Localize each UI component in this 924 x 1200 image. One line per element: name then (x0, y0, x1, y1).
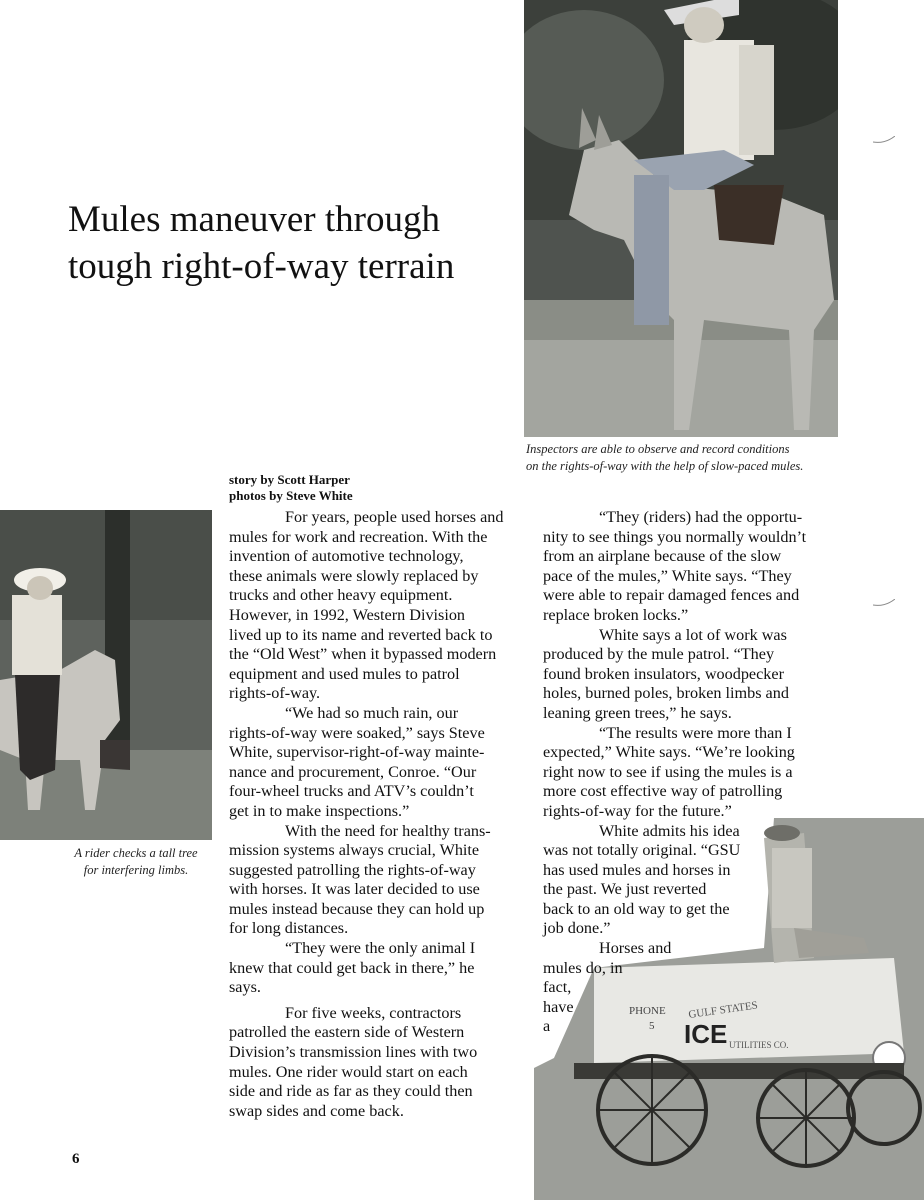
body-line: nity to see things you normally wouldn’t (543, 527, 807, 546)
body-column-left (229, 508, 524, 1121)
ice-sign-text: ICE (684, 1019, 728, 1049)
body-line: leaning green trees,” he says. (543, 703, 732, 722)
body-line: lived up to its name and reverted back to (229, 625, 493, 644)
body-line: side and ride as far as they could then (229, 1082, 473, 1101)
caption-line: on the rights-of-way with the help of slow-paced mules. (526, 459, 804, 473)
body-line: holes, burned poles, broken limbs and (543, 684, 789, 703)
body-line: these animals were slowly replaced by (229, 566, 479, 585)
article-title (68, 196, 518, 290)
page-number: 6 (72, 1151, 80, 1167)
body-line: replace broken locks.” (543, 605, 689, 624)
body-line: more cost effective way of patrolling (543, 782, 783, 801)
body-line: pace of the mules,” White says. “They (543, 566, 792, 585)
caption-line: for interfering limbs. (83, 863, 189, 877)
caption-line: Inspectors are able to observe and record conditions (526, 442, 790, 456)
body-line: has used mules and horses in (543, 860, 731, 879)
body-line: “The results were more than I (599, 723, 792, 742)
body-line: patrolled the eastern side of Western (229, 1023, 465, 1042)
body-line: the “Old West” when it bypassed modern (229, 645, 497, 664)
body-line: job done.” (543, 919, 611, 938)
body-line: rights-of-way. (229, 684, 321, 703)
body-line: mules do, in (543, 958, 623, 977)
body-line: For years, people used horses and (285, 508, 504, 526)
caption-line: A rider checks a tall tree (74, 846, 198, 860)
body-line: with horses. It was later decided to use (229, 880, 480, 899)
body-line: for long distances. (229, 919, 349, 938)
body-line: equipment and used mules to patrol (229, 664, 460, 683)
body-line: back to an old way to get the (543, 899, 730, 918)
body-line: from an airplane because of the slow (543, 547, 782, 566)
body-line: have (543, 997, 574, 1016)
byline (229, 472, 353, 504)
body-line: However, in 1992, Western Division (229, 605, 466, 624)
phone-sign-text: PHONE (629, 1005, 666, 1017)
story-credit: story by Scott Harper (229, 472, 350, 487)
body-line: nance and procurement, Conroe. “Our (229, 762, 477, 781)
body-line: mules. One rider would start on each (229, 1062, 468, 1081)
phone-number-text: 5 (649, 1020, 655, 1032)
body-line: swap sides and come back. (229, 1101, 404, 1120)
body-column-right (543, 508, 828, 1037)
body-line: “They were the only animal I (285, 939, 476, 958)
body-line: was not totally original. “GSU (543, 841, 741, 860)
body-line: four-wheel trucks and ATV’s couldn’t (229, 782, 474, 801)
body-line: mules for work and recreation. With the (229, 527, 488, 546)
body-line: Horses and (599, 939, 672, 958)
body-line: Division’s transmission lines with two (229, 1043, 478, 1062)
body-line: found broken insulators, woodpecker (543, 664, 784, 683)
mule-rider-photo (524, 0, 838, 437)
body-line: White says a lot of work was (599, 625, 787, 644)
margin-mark (873, 136, 895, 144)
body-line: “We had so much rain, our (285, 703, 459, 722)
body-line: fact, (543, 978, 572, 997)
body-line: a (543, 1017, 551, 1036)
body-line: White, supervisor-right-of-way mainte- (229, 743, 485, 762)
body-line: mission systems always crucial, White (229, 841, 480, 860)
body-line: the past. We just reverted (543, 880, 707, 899)
title-line-2: tough right-of-way terrain (68, 246, 455, 287)
body-line: right now to see if using the mules is a (543, 762, 793, 781)
body-line: “They (riders) had the opportu- (599, 508, 803, 526)
left-photo-caption (56, 845, 216, 879)
body-line: rights-of-way for the future.” (543, 801, 732, 820)
margin-mark (873, 599, 895, 607)
body-line: trucks and other heavy equipment. (229, 586, 453, 605)
company-arc-text: GULF STATES (687, 999, 759, 1021)
photo-credit: photos by Steve White (229, 488, 353, 503)
body-line: expected,” White says. “We’re looking (543, 743, 795, 762)
tree-check-photo (0, 510, 212, 840)
body-line: produced by the mule patrol. “They (543, 645, 775, 664)
body-line: rights-of-way were soaked,” says Steve (229, 723, 485, 742)
body-line: For five weeks, contractors (285, 1003, 462, 1022)
body-line: were able to repair damaged fences and (543, 586, 800, 605)
title-line-1: Mules maneuver through (68, 199, 440, 240)
body-line: mules instead because they can hold up (229, 899, 485, 918)
body-line: knew that could get back in there,” he (229, 958, 475, 977)
body-line: With the need for healthy trans- (285, 821, 491, 840)
body-line: get in to make inspections.” (229, 801, 410, 820)
body-line: suggested patrolling the rights-of-way (229, 860, 476, 879)
company-sub-text: UTILITIES CO. (729, 1040, 789, 1050)
body-line: invention of automotive technology, (229, 547, 464, 566)
top-photo-caption (526, 441, 846, 475)
body-line: White admits his idea (599, 821, 740, 840)
body-line: says. (229, 978, 261, 997)
